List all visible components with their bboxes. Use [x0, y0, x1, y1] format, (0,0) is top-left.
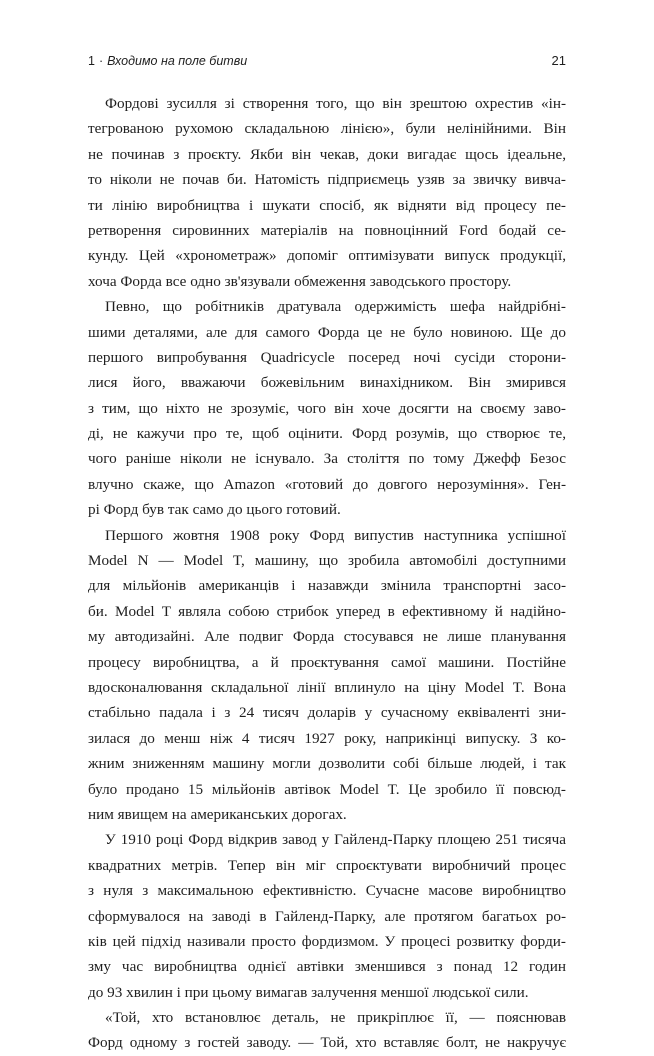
text-line: У 1910 році Форд відкрив завод у Гайленд-Парку площею 251 тисяча	[105, 831, 566, 849]
text-line: ти лінію виробництва і шукати спосіб, як відняти від процесу пе-	[88, 196, 566, 214]
page-number: 21	[551, 53, 566, 68]
text-line: чого раніше ніколи не існувало. За століття по тому Джефф Безос	[88, 450, 566, 468]
text-line: для мільйонів американців і назавжди змінила транспортні засо-	[88, 577, 566, 595]
text-line: Фордові зусилля зі створення того, що він зрештою охрестив «ін-	[105, 95, 566, 112]
text-line: Model N — Model T, машину, що зробила автомобілі доступними	[88, 552, 566, 570]
text-line: з нуля з максимальною ефективністю. Сучасне масове виробництво	[88, 882, 566, 900]
running-head-separator: ·	[98, 54, 104, 68]
text-line: рі Форд був так само до цього готовий.	[88, 501, 341, 519]
text-line: му автодизайні. Але подвиг Форда стосувався не лише планування	[88, 628, 566, 646]
text-line: сформувалося на заводі в Гайленд-Парку, але протягом багатьох ро-	[88, 907, 566, 925]
text-line: з тим, що ніхто не зрозуміє, чого він хоче досягти на своєму заво-	[88, 399, 566, 417]
text-line: не починав з проєкту. Якби він чекав, доки вигадає щось ідеальне,	[88, 145, 566, 163]
running-head	[88, 50, 566, 72]
text-line: вдосконалювання складальної лінії вплинуло на ціну Model T. Вона	[88, 678, 566, 696]
chapter-number: 1	[88, 54, 95, 68]
body-text	[88, 91, 566, 1056]
text-line: до 93 хвилин і при цьому вимагав залучення меншої людської сили.	[88, 983, 529, 1001]
text-line: Першого жовтня 1908 року Форд випустив наступника успішної	[105, 526, 566, 544]
text-line: «Той, хто встановлює деталь, не прикріплює її, — пояснював	[105, 1009, 566, 1027]
text-line: хоча Форда все одно зв'язували обмеження заводського простору.	[88, 272, 512, 290]
running-head-chapter	[88, 50, 247, 72]
text-line: стабільно падала і з 24 тисяч доларів у сучасному еквіваленті зни-	[88, 704, 566, 722]
text-line: першого випробування Quadricycle посеред ночі сусіди сторони-	[88, 348, 566, 366]
text-line: жним зниженням машину могли дозволити собі більше людей, і так	[88, 755, 566, 773]
text-line: Форд одному з гостей заводу. — Той, хто вставляє болт, не накручує	[88, 1034, 566, 1052]
text-line: шими деталями, але для самого Форда це не було новиною. Ще до	[88, 323, 566, 341]
text-line: би. Model T являла собою стрибок уперед в ефективному й надійно-	[88, 602, 566, 620]
text-line: тегрованою рухомою складальною лінією», були нелінійними. Він	[88, 120, 566, 138]
text-line: було продано 15 мільйонів автівок Model T. Це зробило її повсюд-	[88, 780, 566, 798]
text-line: ретворення сировинних матеріалів на повноцінний Ford бодай се-	[88, 221, 566, 239]
text-line: ків цей підхід називали просто фордизмом. У процесі розвитку форди-	[88, 932, 566, 950]
text-line: зму час виробництва однієї автівки зменшився з понад 12 годин	[88, 958, 566, 976]
text-line: Певно, що робітників дратувала одержимість шефа найдрібні-	[105, 298, 566, 316]
text-line: ним явищем на американських дорогах.	[88, 805, 347, 823]
text-line: процесу виробництва, а й проєктування самої машини. Постійне	[88, 653, 566, 671]
chapter-title: Входимо на поле битви	[107, 54, 248, 68]
text-line: квадратних метрів. Тепер він міг спроєктувати виробничий процес	[88, 856, 566, 874]
text-line: то ніколи не почав би. Натомість підприємець узяв за звичку вивча-	[88, 171, 566, 189]
text-line: лися його, вважаючи божевільним винахідником. Він змирився	[88, 374, 566, 392]
text-line: влучно скаже, що Amazon «готовий до довгого нерозуміння». Ген-	[88, 475, 566, 493]
text-line: зилася до менш ніж 4 тисяч 1927 року, наприкінці випуску. З ко-	[88, 729, 566, 747]
text-line: кунду. Цей «хронометраж» допоміг оптимізувати випуск продукції,	[88, 247, 566, 265]
text-line: ді, не кажучи про те, щоб оцінити. Форд розумів, що створює те,	[88, 425, 566, 443]
